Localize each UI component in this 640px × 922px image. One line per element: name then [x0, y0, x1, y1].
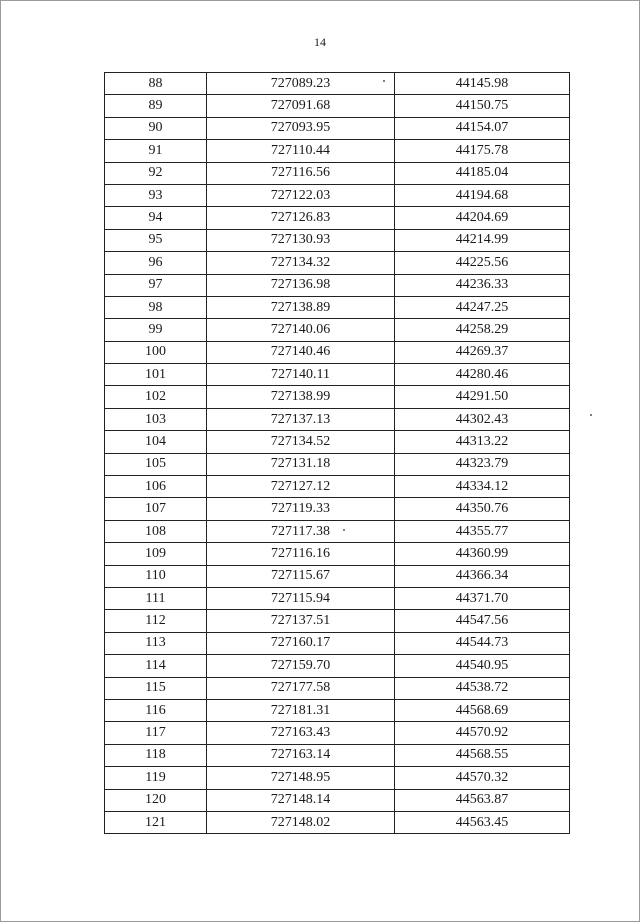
point-number-cell: 111	[105, 587, 207, 609]
point-number-cell: 119	[105, 767, 207, 789]
point-number-cell: 91	[105, 140, 207, 162]
y-coordinate-cell: 44570.32	[395, 767, 570, 789]
point-number-cell: 98	[105, 296, 207, 318]
y-coordinate-cell: 44225.56	[395, 252, 570, 274]
table-row	[105, 565, 570, 587]
point-number-cell: 109	[105, 543, 207, 565]
table-row	[105, 117, 570, 139]
x-coordinate-cell: 727148.95	[207, 767, 395, 789]
x-coordinate-cell: 727134.32	[207, 252, 395, 274]
x-coordinate-cell: 727134.52	[207, 431, 395, 453]
table-row	[105, 744, 570, 766]
point-number-cell: 117	[105, 722, 207, 744]
point-number-cell: 112	[105, 610, 207, 632]
point-number-cell: 114	[105, 655, 207, 677]
x-coordinate-cell: 727138.89	[207, 296, 395, 318]
point-number-cell: 118	[105, 744, 207, 766]
x-coordinate-cell: 727181.31	[207, 699, 395, 721]
x-coordinate-cell: 727115.67	[207, 565, 395, 587]
y-coordinate-cell: 44145.98	[395, 73, 570, 95]
table-row	[105, 476, 570, 498]
point-number-cell: 116	[105, 699, 207, 721]
y-coordinate-cell: 44269.37	[395, 341, 570, 363]
scan-speck	[343, 529, 345, 531]
y-coordinate-cell: 44350.76	[395, 498, 570, 520]
x-coordinate-cell: 727159.70	[207, 655, 395, 677]
table-row	[105, 610, 570, 632]
x-coordinate-cell: 727131.18	[207, 453, 395, 475]
table-row	[105, 789, 570, 811]
x-coordinate-cell: 727110.44	[207, 140, 395, 162]
table-row	[105, 587, 570, 609]
x-coordinate-cell: 727148.14	[207, 789, 395, 811]
table-row	[105, 73, 570, 95]
x-coordinate-cell: 727117.38	[207, 520, 395, 542]
y-coordinate-cell: 44323.79	[395, 453, 570, 475]
x-coordinate-cell: 727140.11	[207, 364, 395, 386]
table-row	[105, 655, 570, 677]
x-coordinate-cell: 727140.46	[207, 341, 395, 363]
y-coordinate-cell: 44540.95	[395, 655, 570, 677]
x-coordinate-cell: 727115.94	[207, 587, 395, 609]
point-number-cell: 121	[105, 811, 207, 833]
table-row	[105, 95, 570, 117]
y-coordinate-cell: 44371.70	[395, 587, 570, 609]
y-coordinate-cell: 44355.77	[395, 520, 570, 542]
y-coordinate-cell: 44194.68	[395, 184, 570, 206]
table-row	[105, 207, 570, 229]
y-coordinate-cell: 44568.55	[395, 744, 570, 766]
scan-speck	[590, 414, 592, 416]
x-coordinate-cell: 727148.02	[207, 811, 395, 833]
y-coordinate-cell: 44302.43	[395, 408, 570, 430]
x-coordinate-cell: 727116.56	[207, 162, 395, 184]
scan-speck	[383, 80, 385, 82]
table-row	[105, 722, 570, 744]
y-coordinate-cell: 44334.12	[395, 476, 570, 498]
table-row	[105, 677, 570, 699]
x-coordinate-cell: 727177.58	[207, 677, 395, 699]
y-coordinate-cell: 44175.78	[395, 140, 570, 162]
y-coordinate-cell: 44236.33	[395, 274, 570, 296]
point-number-cell: 102	[105, 386, 207, 408]
point-number-cell: 99	[105, 319, 207, 341]
point-number-cell: 96	[105, 252, 207, 274]
point-number-cell: 88	[105, 73, 207, 95]
point-number-cell: 95	[105, 229, 207, 251]
point-number-cell: 113	[105, 632, 207, 654]
table-row	[105, 453, 570, 475]
x-coordinate-cell: 727119.33	[207, 498, 395, 520]
point-number-cell: 101	[105, 364, 207, 386]
coordinate-table-body	[105, 73, 570, 834]
y-coordinate-cell: 44366.34	[395, 565, 570, 587]
x-coordinate-cell: 727130.93	[207, 229, 395, 251]
point-number-cell: 94	[105, 207, 207, 229]
y-coordinate-cell: 44150.75	[395, 95, 570, 117]
y-coordinate-cell: 44563.87	[395, 789, 570, 811]
point-number-cell: 90	[105, 117, 207, 139]
y-coordinate-cell: 44313.22	[395, 431, 570, 453]
x-coordinate-cell: 727163.43	[207, 722, 395, 744]
coordinate-table	[104, 72, 570, 834]
y-coordinate-cell: 44185.04	[395, 162, 570, 184]
y-coordinate-cell: 44360.99	[395, 543, 570, 565]
x-coordinate-cell: 727093.95	[207, 117, 395, 139]
y-coordinate-cell: 44570.92	[395, 722, 570, 744]
point-number-cell: 93	[105, 184, 207, 206]
y-coordinate-cell: 44214.99	[395, 229, 570, 251]
y-coordinate-cell: 44258.29	[395, 319, 570, 341]
x-coordinate-cell: 727137.51	[207, 610, 395, 632]
table-row	[105, 296, 570, 318]
point-number-cell: 97	[105, 274, 207, 296]
table-row	[105, 319, 570, 341]
table-row	[105, 229, 570, 251]
point-number-cell: 115	[105, 677, 207, 699]
point-number-cell: 106	[105, 476, 207, 498]
point-number-cell: 100	[105, 341, 207, 363]
table-row	[105, 364, 570, 386]
x-coordinate-cell: 727089.23	[207, 73, 395, 95]
y-coordinate-cell: 44280.46	[395, 364, 570, 386]
y-coordinate-cell: 44563.45	[395, 811, 570, 833]
point-number-cell: 120	[105, 789, 207, 811]
table-row	[105, 274, 570, 296]
x-coordinate-cell: 727136.98	[207, 274, 395, 296]
x-coordinate-cell: 727137.13	[207, 408, 395, 430]
y-coordinate-cell: 44544.73	[395, 632, 570, 654]
table-row	[105, 184, 570, 206]
table-row	[105, 632, 570, 654]
x-coordinate-cell: 727091.68	[207, 95, 395, 117]
point-number-cell: 103	[105, 408, 207, 430]
x-coordinate-cell: 727127.12	[207, 476, 395, 498]
page-number: 14	[314, 35, 326, 49]
table-row	[105, 699, 570, 721]
y-coordinate-cell: 44547.56	[395, 610, 570, 632]
table-row	[105, 811, 570, 833]
x-coordinate-cell: 727126.83	[207, 207, 395, 229]
x-coordinate-cell: 727116.16	[207, 543, 395, 565]
point-number-cell: 92	[105, 162, 207, 184]
table-row	[105, 498, 570, 520]
table-row	[105, 520, 570, 542]
table-row	[105, 767, 570, 789]
table-row	[105, 431, 570, 453]
x-coordinate-cell: 727140.06	[207, 319, 395, 341]
table-row	[105, 140, 570, 162]
y-coordinate-cell: 44247.25	[395, 296, 570, 318]
table-row	[105, 252, 570, 274]
table-row	[105, 543, 570, 565]
point-number-cell: 107	[105, 498, 207, 520]
table-row	[105, 341, 570, 363]
x-coordinate-cell: 727122.03	[207, 184, 395, 206]
table-row	[105, 386, 570, 408]
x-coordinate-cell: 727163.14	[207, 744, 395, 766]
x-coordinate-cell: 727138.99	[207, 386, 395, 408]
y-coordinate-cell: 44568.69	[395, 699, 570, 721]
point-number-cell: 108	[105, 520, 207, 542]
point-number-cell: 104	[105, 431, 207, 453]
y-coordinate-cell: 44538.72	[395, 677, 570, 699]
y-coordinate-cell: 44204.69	[395, 207, 570, 229]
point-number-cell: 105	[105, 453, 207, 475]
point-number-cell: 89	[105, 95, 207, 117]
table-row	[105, 162, 570, 184]
x-coordinate-cell: 727160.17	[207, 632, 395, 654]
table-row	[105, 408, 570, 430]
y-coordinate-cell: 44291.50	[395, 386, 570, 408]
y-coordinate-cell: 44154.07	[395, 117, 570, 139]
point-number-cell: 110	[105, 565, 207, 587]
